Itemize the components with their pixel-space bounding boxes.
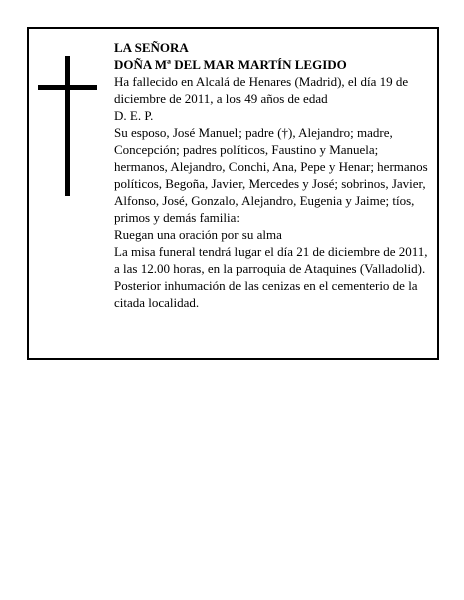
family-list: Su esposo, José Manuel; padre (†), Alejandro; madre, Concepción; padres políticos, Faustino y Manuela; hermanos, Alejandro, Conchi, Ana, Pepe y Henar; hermanos políticos, Begoña, Javier, Mercedes y José; sobrinos, Javier, Alfonso, José, Gonzalo, Alejandro, Eugenia y Jaime; tíos, primos y demás familia: xyxy=(114,125,428,225)
deceased-name: DOÑA Mª DEL MAR MARTÍN LEGIDO xyxy=(114,57,347,72)
notice-title: LA SEÑORA xyxy=(114,40,189,55)
prayer-request: Ruegan una oración por su alma xyxy=(114,227,282,242)
rip-text: D. E. P. xyxy=(114,108,154,123)
obituary-text xyxy=(114,39,432,311)
cross-icon xyxy=(65,56,70,196)
death-info: Ha fallecido en Alcalá de Henares (Madrid), el día 19 de diciembre de 2011, a los 49 años de edad xyxy=(114,74,409,106)
cross-icon-crossbar xyxy=(38,85,97,90)
funeral-info: La misa funeral tendrá lugar el día 21 de diciembre de 2011, a las 12.00 horas, en la parroquia de Ataquines (Valladolid). Posterior inhumación de las cenizas en el cementerio de la citada localidad. xyxy=(114,244,428,310)
